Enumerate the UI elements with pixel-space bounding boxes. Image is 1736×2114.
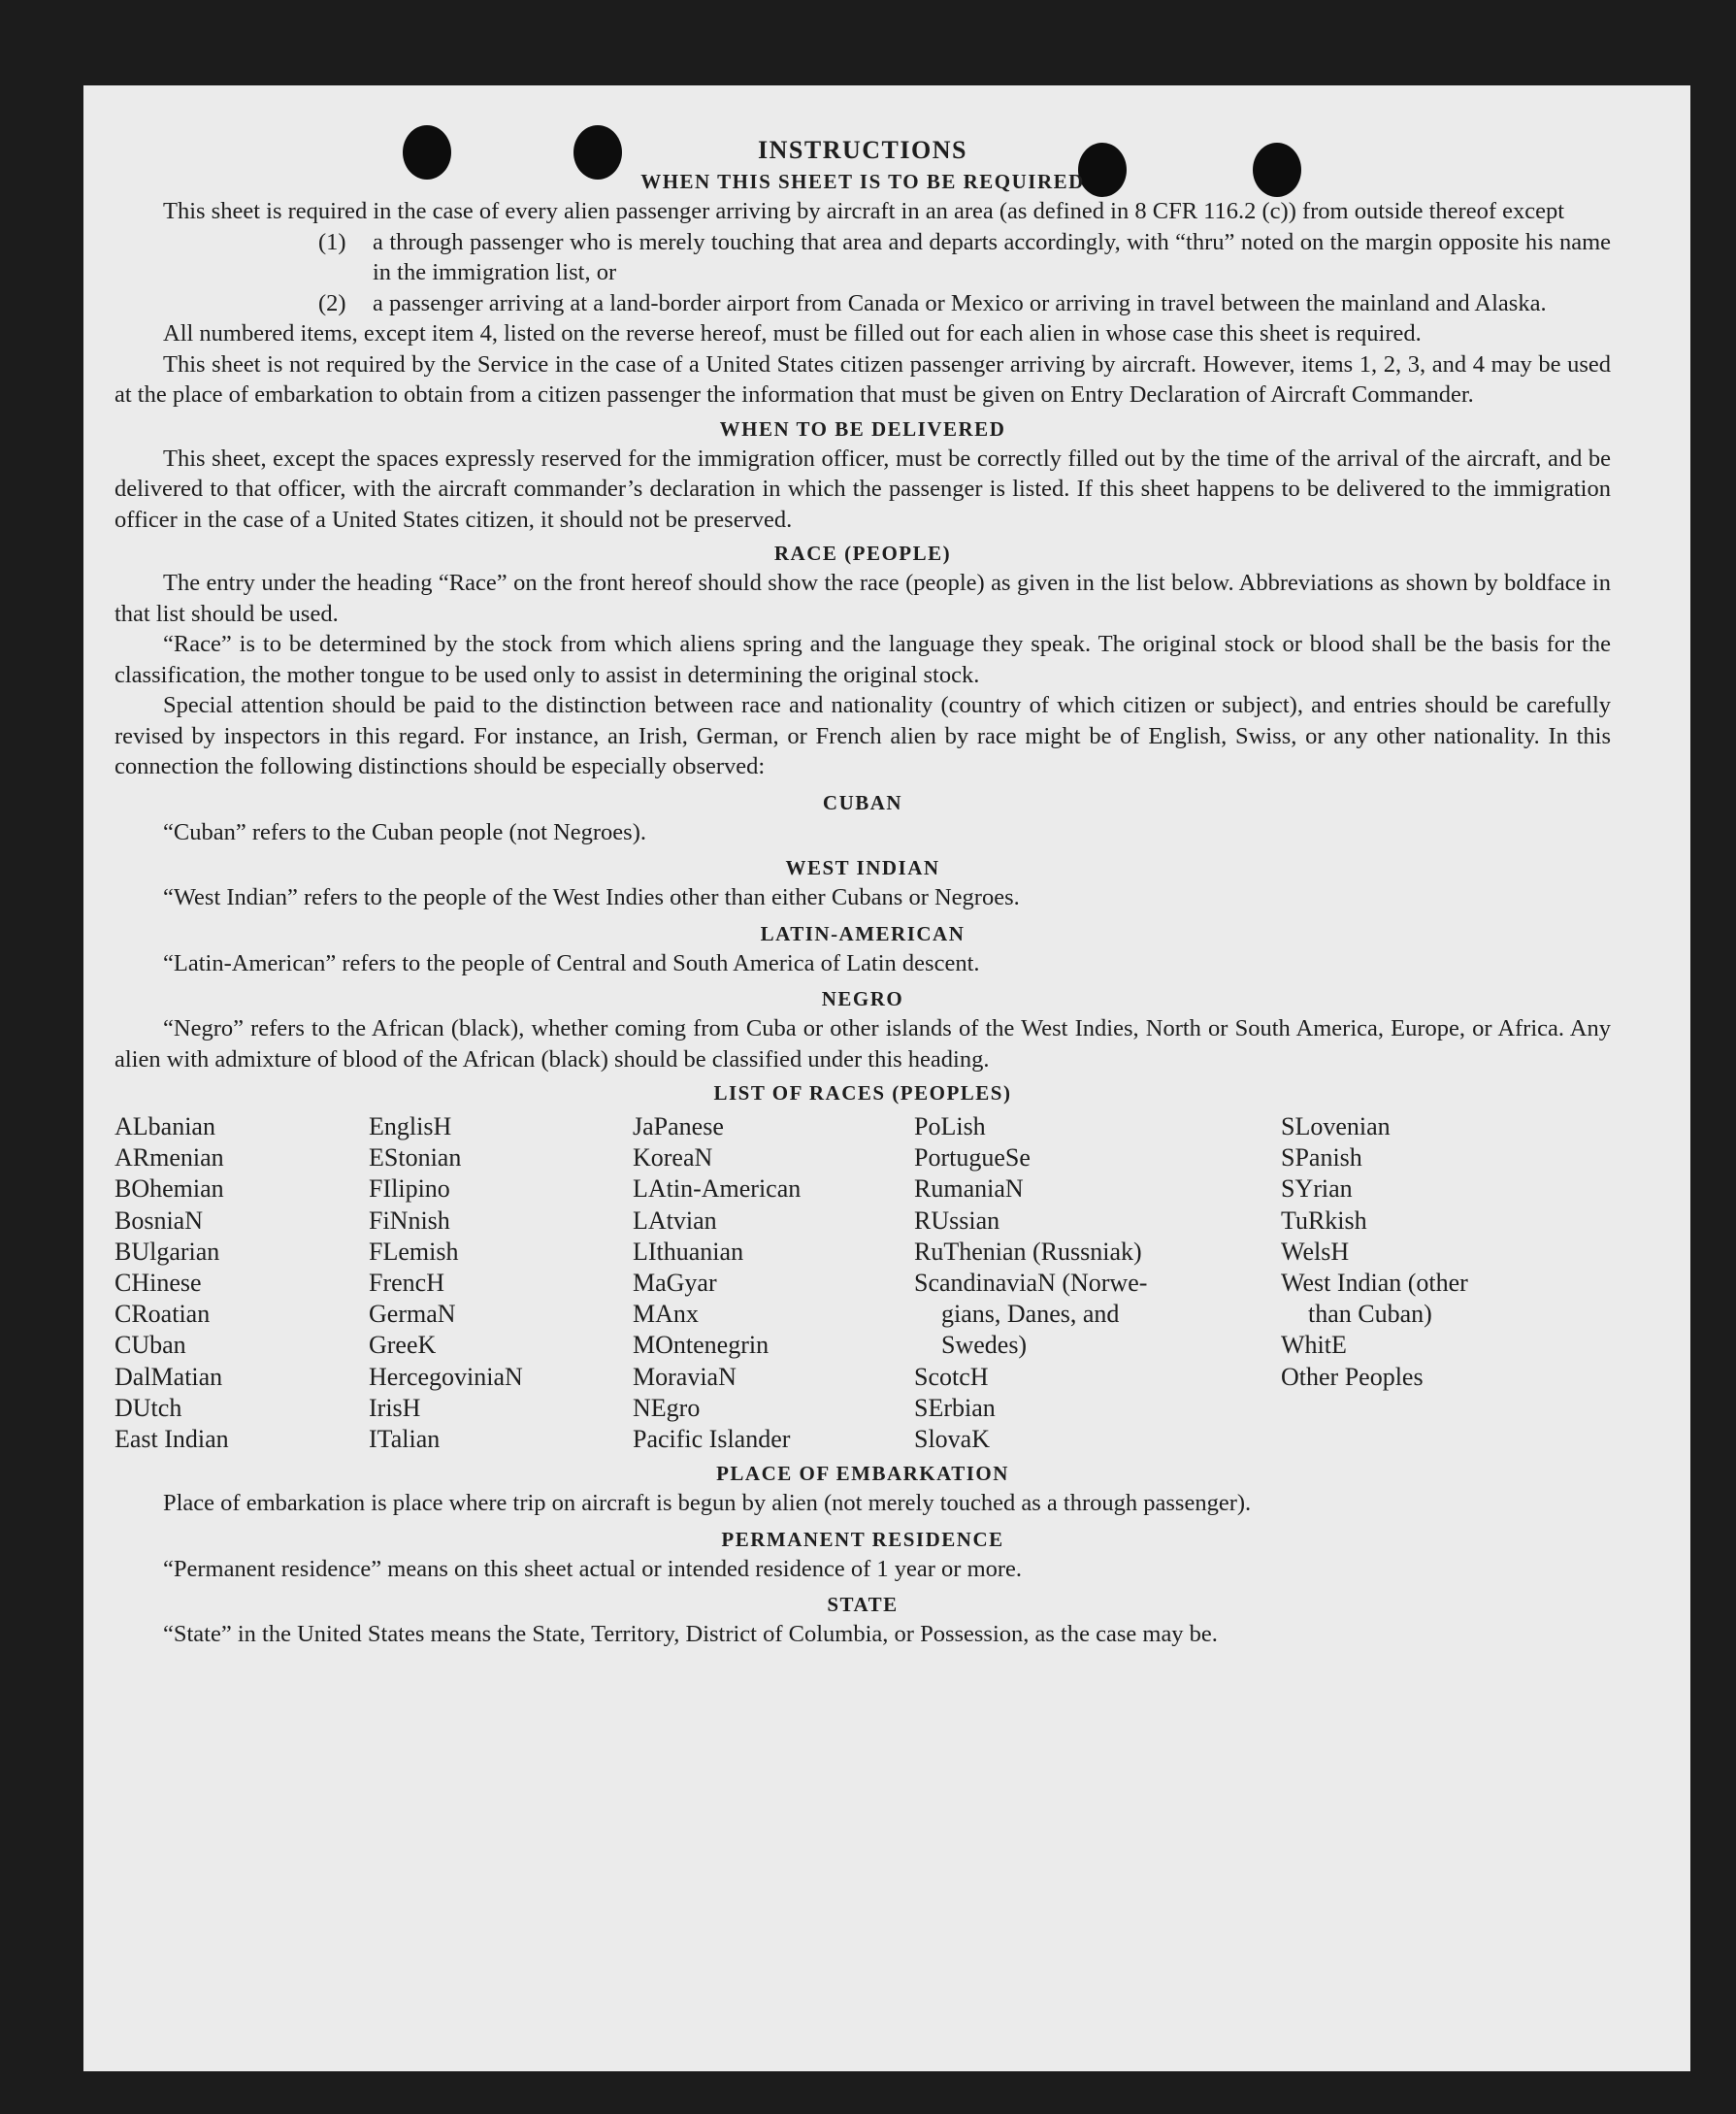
race-item: FLemish bbox=[369, 1237, 459, 1266]
section-heading: WHEN THIS SHEET IS TO BE REQUIRED bbox=[640, 170, 1085, 193]
race-item: SErbian bbox=[914, 1393, 996, 1422]
race-item: SYrian bbox=[1281, 1174, 1353, 1204]
race-item: LIthuanian bbox=[633, 1237, 744, 1266]
section-heading: LATIN-AMERICAN bbox=[760, 921, 966, 945]
item-text: a passenger arriving at a land-border airport from Canada or Mexico or arriving in travel between the mainland and Alaska. bbox=[373, 289, 1547, 316]
race-item: EStonian bbox=[369, 1143, 462, 1173]
section-heading: LIST OF RACES (PEOPLES) bbox=[713, 1081, 1012, 1105]
race-item: RuThenian (Russniak) bbox=[914, 1237, 1142, 1266]
race-item: MAnx bbox=[633, 1300, 699, 1329]
race-item: PoLish bbox=[914, 1112, 986, 1140]
race-item: DalMatian bbox=[115, 1362, 223, 1391]
race-column bbox=[1281, 1111, 1611, 1455]
paragraph: “Negro” refers to the African (black), whether coming from Cuba or other islands of the West Indies, North or South America, Europe, or Africa. Any alien with admixture of blood of the African (black) should be classified under this heading. bbox=[115, 1015, 1611, 1073]
section-heading: WEST INDIAN bbox=[785, 856, 940, 879]
race-item: WelsH bbox=[1281, 1237, 1350, 1266]
race-column bbox=[369, 1111, 633, 1455]
race-item: SPanish bbox=[1281, 1143, 1362, 1173]
race-item: GermaN bbox=[369, 1300, 456, 1329]
paragraph: This sheet is not required by the Service in the case of a United States citizen passenger arriving by aircraft. However, items 1, 2, 3, and 4 may be used at the place of embarkation to obtain from a citizen passenger the information that must be given on Entry Declaration of Aircraft Commander. bbox=[115, 350, 1611, 408]
race-item: CHinese bbox=[115, 1269, 202, 1298]
race-item: ScotcH bbox=[914, 1362, 989, 1391]
instructions-content bbox=[115, 134, 1611, 1650]
race-item: BOhemian bbox=[115, 1174, 224, 1204]
race-item: Swedes) bbox=[941, 1331, 1028, 1360]
race-item: SLovenian bbox=[1281, 1112, 1391, 1140]
race-item: MaGyar bbox=[633, 1269, 717, 1298]
race-item: MOntenegrin bbox=[633, 1331, 770, 1360]
race-item: EnglisH bbox=[369, 1112, 452, 1140]
paragraph: All numbered items, except item 4, listed on the reverse hereof, must be filled out for each alien in whose case this sheet is required. bbox=[163, 320, 1422, 347]
race-item: gians, Danes, and bbox=[941, 1300, 1120, 1329]
race-item: ALbanian bbox=[115, 1112, 215, 1140]
race-item: FIlipino bbox=[369, 1174, 450, 1204]
race-item: ARmenian bbox=[115, 1143, 224, 1173]
race-column bbox=[633, 1111, 914, 1455]
paragraph: “Race” is to be determined by the stock from which aliens spring and the language they speak. The original stock or blood shall be the basis for the classification, the mother tongue to be used only to assist in determining the original stock. bbox=[115, 631, 1611, 688]
race-item: WhitE bbox=[1281, 1331, 1347, 1360]
race-item: KoreaN bbox=[633, 1143, 713, 1173]
list-item bbox=[318, 288, 1611, 319]
section-heading: RACE (PEOPLE) bbox=[773, 542, 952, 565]
paragraph: Special attention should be paid to the distinction between race and nationality (country of which citizen or subject), and entries should be carefully revised by inspectors in this regard. For instance, an Irish, German, or French alien by race might be of English, Swiss, or any other nationality. In this connection the following distinctions should be especially observed: bbox=[115, 692, 1611, 779]
race-item: ITalian bbox=[369, 1425, 441, 1454]
race-item: FrencH bbox=[369, 1269, 444, 1298]
race-item: East Indian bbox=[115, 1425, 229, 1454]
section-heading: STATE bbox=[827, 1593, 899, 1617]
paragraph: “State” in the United States means the State, Territory, District of Columbia, or Possession, as the case may be. bbox=[163, 1621, 1218, 1648]
paragraph: “West Indian” refers to the people of the West Indies other than either Cubans or Negroes. bbox=[163, 884, 1020, 910]
race-column bbox=[914, 1111, 1281, 1455]
race-item: NEgro bbox=[633, 1393, 701, 1422]
list-item bbox=[318, 227, 1611, 288]
race-item: IrisH bbox=[369, 1393, 421, 1422]
race-item: SlovaK bbox=[914, 1425, 990, 1454]
item-number: (2) bbox=[318, 289, 346, 316]
paragraph: “Cuban” refers to the Cuban people (not Negroes). bbox=[163, 818, 646, 845]
race-item: ScandinaviaN (Norwe- bbox=[914, 1269, 1148, 1298]
race-item: CUban bbox=[115, 1331, 186, 1360]
race-item: LAtin-American bbox=[633, 1174, 802, 1204]
race-item: JaPanese bbox=[633, 1112, 724, 1140]
race-item: GreeK bbox=[369, 1331, 437, 1360]
section-heading: PLACE OF EMBARKATION bbox=[716, 1462, 1009, 1486]
paragraph: “Permanent residence” means on this sheet actual or intended residence of 1 year or more. bbox=[163, 1555, 1023, 1582]
race-item: West Indian (other bbox=[1281, 1269, 1468, 1298]
paragraph: “Latin-American” refers to the people of Central and South America of Latin descent. bbox=[163, 949, 980, 976]
item-text: a through passenger who is merely touching that area and departs accordingly, with “thru” noted on the margin opposite his name in the immigration list, or bbox=[373, 228, 1611, 285]
race-item: LAtvian bbox=[633, 1206, 717, 1235]
race-item: PortugueSe bbox=[914, 1143, 1031, 1173]
section-heading: CUBAN bbox=[822, 790, 903, 814]
paragraph: This sheet, except the spaces expressly reserved for the immigration officer, must be correctly filled out by the time of the arrival of the aircraft, and be delivered to that officer, with the aircraft commander’s declaration in which the passenger is listed. If this sheet happens to be delivered to the immigration officer in the case of a United States citizen, it should not be preserved. bbox=[115, 445, 1611, 533]
race-item: BosniaN bbox=[115, 1206, 203, 1235]
item-number: (1) bbox=[318, 228, 346, 255]
race-item: FiNnish bbox=[369, 1206, 450, 1235]
race-item: RUssian bbox=[914, 1206, 1000, 1235]
paragraph: This sheet is required in the case of every alien passenger arriving by aircraft in an area (as defined in 8 CFR 116.2 (c)) from outside thereof except bbox=[163, 198, 1565, 224]
section-heading: PERMANENT RESIDENCE bbox=[721, 1527, 1004, 1551]
race-item: DUtch bbox=[115, 1393, 182, 1422]
race-item: HercegoviniaN bbox=[369, 1362, 523, 1391]
section-heading: NEGRO bbox=[821, 987, 904, 1010]
race-item: MoraviaN bbox=[633, 1362, 737, 1391]
paragraph: The entry under the heading “Race” on the front hereof should show the race (people) as given in the list below. Abbreviations as shown by boldface in that list should be used. bbox=[115, 570, 1611, 627]
race-list bbox=[115, 1111, 1611, 1455]
page-title: INSTRUCTIONS bbox=[758, 136, 967, 164]
race-item: TuRkish bbox=[1281, 1206, 1367, 1235]
race-item: CRoatian bbox=[115, 1300, 211, 1329]
race-column bbox=[115, 1111, 369, 1455]
race-item: than Cuban) bbox=[1308, 1300, 1432, 1329]
race-item: Other Peoples bbox=[1281, 1362, 1424, 1391]
paragraph: Place of embarkation is place where trip on aircraft is begun by alien (not merely touched as a through passenger). bbox=[163, 1490, 1252, 1517]
race-item: Pacific Islander bbox=[633, 1425, 791, 1454]
race-item: BUlgarian bbox=[115, 1237, 220, 1266]
race-item: RumaniaN bbox=[914, 1174, 1024, 1204]
section-heading: WHEN TO BE DELIVERED bbox=[719, 416, 1006, 441]
